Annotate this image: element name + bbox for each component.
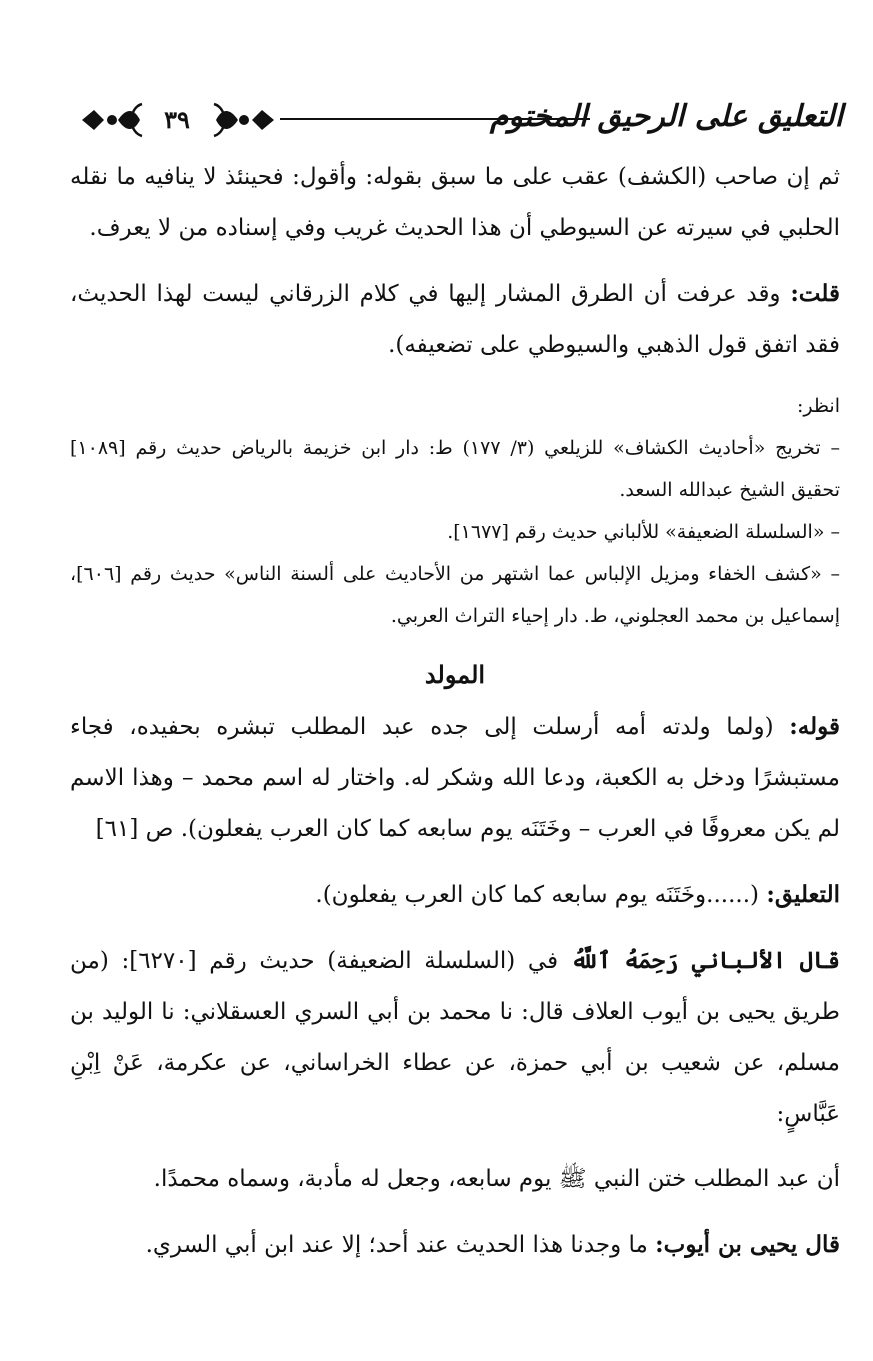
paragraph-hadith: أن عبد المطلب ختن النبي ﷺ يوم سابعه، وجعل له مأدبة، وسماه محمدًا. — [153, 1166, 840, 1192]
see-also-label: انظر: — [796, 395, 840, 417]
paragraph-albani — [70, 935, 840, 1140]
yahya-label: قال يحيى بن أيوب: — [655, 1231, 840, 1258]
qawluhu-text: (ولما ولدته أمه أرسلت إلى جده عبد المطلب تبشره بحفيده، فجاء مستبشرًا ودخل به الكعبة، ودعا الله وشكر له. واختار له اسم محمد – وهذا الاسم لم يكن معروفًا في العرب – وخَتَنَه يوم سابعه كما كان العرب يفعلون). ص [٦١] — [70, 714, 840, 842]
albani-text: في (السلسلة الضعيفة) حديث رقم [٦٢٧٠]: (من طريق يحيى بن أيوب العلاف قال: نا محمد بن أبي السري العسقلاني: نا الوليد بن مسلم، عن شعيب بن أبي حمزة، عن عطاء الخراساني، عن عكرمة، عَنْ اِبْنِ عَبَّاسٍ: — [70, 948, 840, 1127]
reference-item: – «كشف الخفاء ومزيل الإلباس عما اشتهر من الأحاديث على ألسنة الناس» حديث رقم [٦٠٦]، إسماعيل بن محمد العجلوني، ط. دار إحياء التراث العربي. — [70, 563, 840, 627]
paragraph-kashf: ثم إن صاحب (الكشف) عقب على ما سبق بقوله: وأقول: فحينئذ لا ينافيه ما نقله الحلبي في سيرته عن السيوطي أن هذا الحديث غريب وفي إسناده من لا يعرف. — [70, 164, 840, 241]
reference-item: – تخريج «أحاديث الكشاف» للزيلعي (٣/ ١٧٧) ط: دار ابن خزيمة بالرياض حديث رقم [١٠٨٩] تحقيق الشيخ عبدالله السعد. — [70, 437, 840, 501]
albani-label: قال الألباني رَحِمَهُ ٱللَّهُ — [570, 947, 840, 974]
yahya-text: ما وجدنا هذا الحديث عند أحد؛ إلا عند ابن أبي السري. — [145, 1232, 656, 1258]
paragraph-qawluhu — [70, 701, 840, 855]
book-title: التعليق على الرحيق المختوم — [489, 99, 843, 134]
qultu-text: وقد عرفت أن الطرق المشار إليها في كلام الزرقاني ليست لهذا الحديث، فقد اتفق قول الذهبي والسيوطي على تضعيفه). — [70, 281, 840, 358]
page-header — [70, 92, 843, 152]
page-number: ٣٩ — [164, 105, 190, 134]
paragraph-yahya — [70, 1219, 840, 1271]
qultu-label: قلت: — [790, 280, 840, 307]
paragraph-qultu — [70, 268, 840, 371]
reference-item: – «السلسلة الضعيفة» للألباني حديث رقم [١٦٧٧]. — [447, 521, 840, 543]
qawluhu-label: قوله: — [789, 713, 840, 740]
section-heading: المولد — [424, 660, 486, 689]
page-content — [70, 152, 840, 1271]
paragraph-taliq — [70, 869, 840, 921]
taliq-text: (......وخَتَنَه يوم سابعه كما كان العرب يفعلون). — [315, 882, 767, 908]
page-number-ornament — [78, 98, 278, 142]
taliq-label: التعليق: — [766, 881, 840, 908]
